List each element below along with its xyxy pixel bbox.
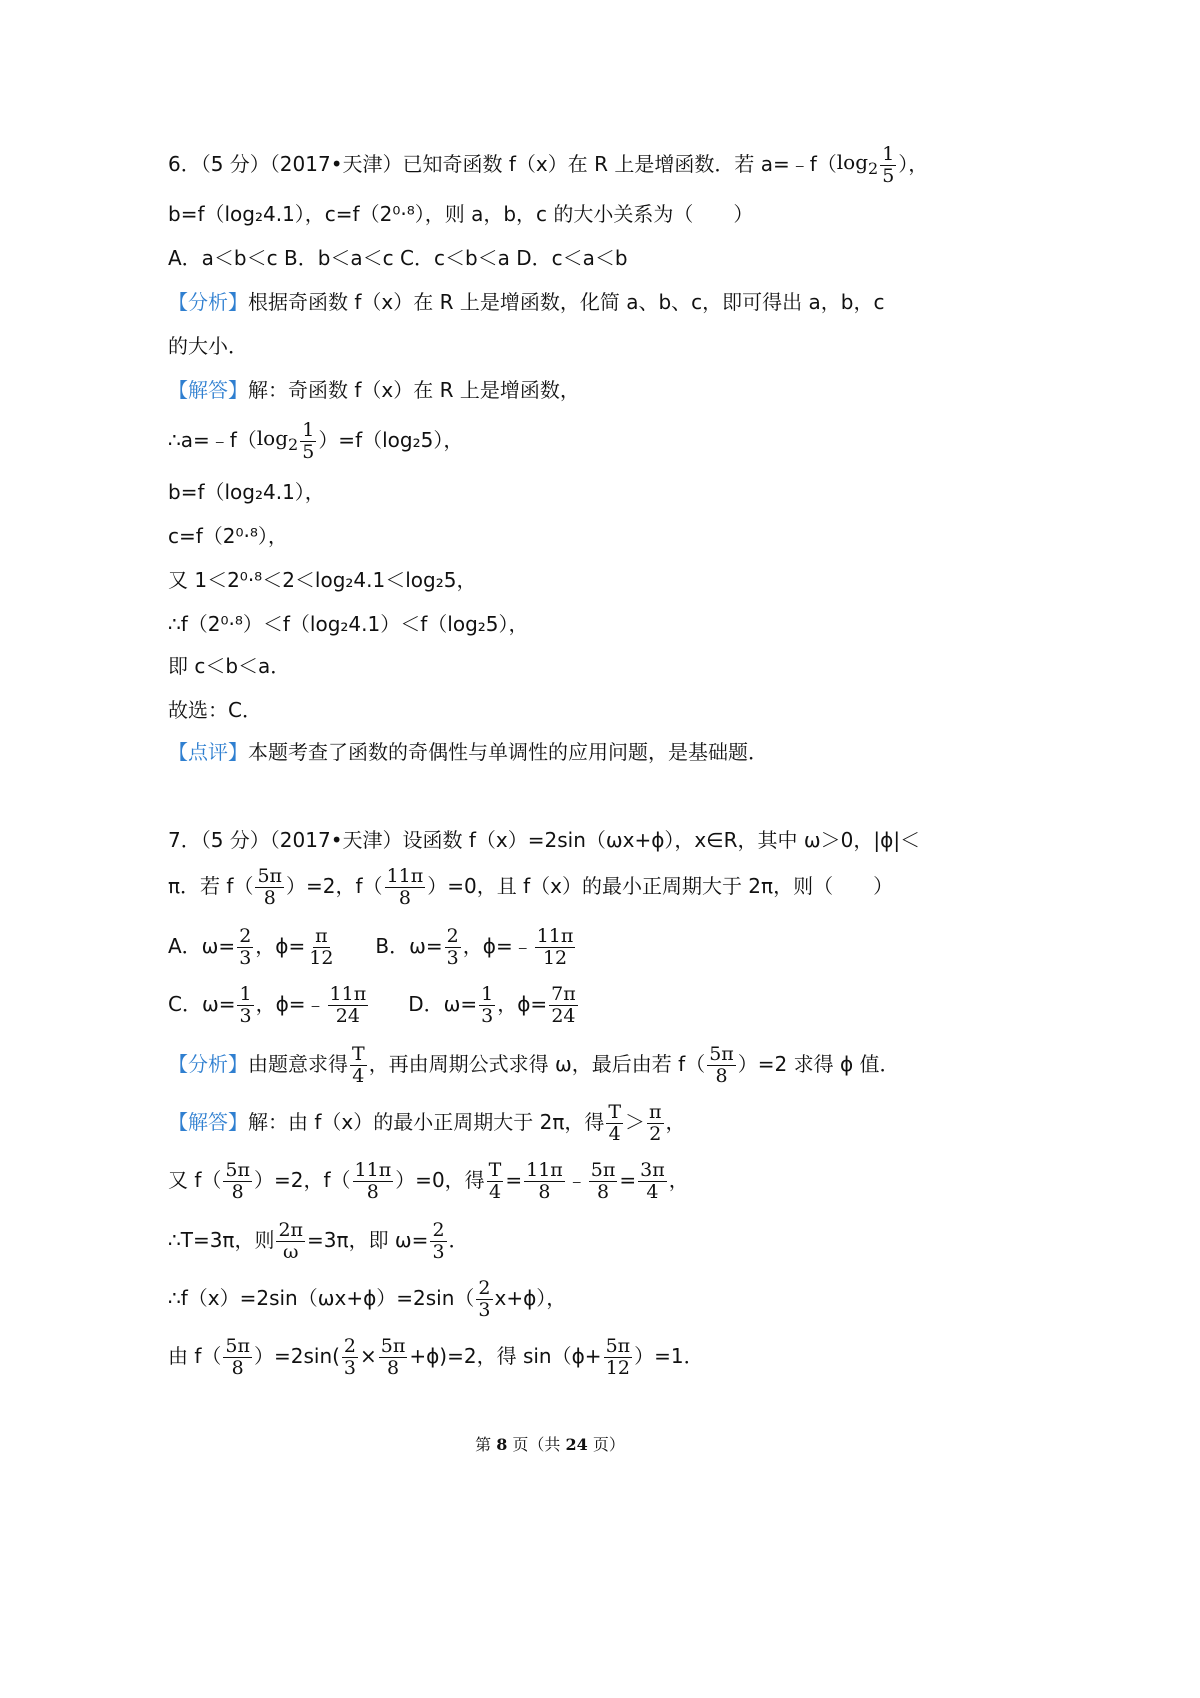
fraction: $\frac{11\pi}{8}$: [386, 865, 424, 909]
fraction: $\frac{5\pi}{8}$: [225, 1335, 250, 1379]
fraction: $\frac{11\pi}{24}$: [329, 983, 367, 1027]
q6-analysis-cont: 的大小．: [168, 334, 248, 358]
fraction: $\frac{2}{3}$: [446, 925, 459, 969]
fraction: $\frac{1}{5}$: [302, 419, 315, 463]
q7-stem-line2: π．若 f（ $\frac{5\pi}{8}$ ）=2，f（ $\frac{11\pi}{8}$ ）=0，且 f（x）的最小正周期大于 2π，则（ ）: [168, 865, 894, 909]
q6-answer-l1: 【解答】解：奇函数 f（x）在 R 上是增函数，: [168, 378, 580, 402]
q6-answer-l5: 又 1＜2⁰·⁸＜2＜log₂4.1＜log₂5，: [168, 568, 477, 592]
option-d: D．ω= $\frac{1}{3}$ ，ϕ= $\frac{7\pi}{24}$: [408, 983, 576, 1027]
fraction: $\frac{5\pi}{8}$: [225, 1159, 250, 1203]
fraction: $\frac{2}{3}$: [432, 1219, 445, 1263]
fraction: $\frac{11\pi}{12}$: [536, 925, 574, 969]
analysis-tag: 【分析】: [168, 290, 248, 314]
q6-analysis: 【分析】根据奇函数 f（x）在 R 上是增函数，化简 a、b、c，即可得出 a，b，c: [168, 290, 885, 314]
fraction: $\frac{2}{3}$: [239, 925, 252, 969]
fraction: $\frac{T}{4}$: [352, 1043, 365, 1087]
q7-answer-l2: 又 f（ $\frac{5\pi}{8}$ ）=2，f（ $\frac{11\pi}{8}$ ）=0，得 $\frac{T}{4}$ = $\frac{11\pi}{8}$ ﹣ $\frac{5\pi}{8}$ = $\frac{3\pi}{4}$ ，: [168, 1159, 689, 1203]
page-total: 24: [565, 1435, 588, 1454]
fraction: $\frac{1}{5}$: [882, 143, 895, 187]
q7-options-cd: [168, 984, 580, 1027]
option-b: B．ω= $\frac{2}{3}$ ，ϕ=﹣ $\frac{11\pi}{12}$: [375, 925, 574, 969]
q7-stem-line1: 7．（5 分）（2017•天津）设函数 f（x）=2sin（ωx+ϕ），x∈R，其中 ω＞0，|ϕ|＜: [168, 828, 921, 852]
answer-tag: 【解答】: [168, 378, 248, 402]
fraction: $\frac{5\pi}{8}$: [590, 1159, 616, 1203]
q6-stem-text: 6．（5 分）（2017•天津）已知奇函数 f（x）在 R 上是增函数．若 a=﹣f（: [168, 152, 837, 176]
fraction: $\frac{11\pi}{8}$: [354, 1159, 392, 1203]
q6-stem-line2: b=f（log₂4.1），c=f（2⁰·⁸），则 a，b，c 的大小关系为（ ）: [168, 202, 754, 226]
option-a: A．ω= $\frac{2}{3}$ ，ϕ= $\frac{\pi}{12}$: [168, 925, 334, 969]
fraction: $\frac{1}{3}$: [481, 983, 494, 1027]
fraction: $\frac{\pi}{12}$: [309, 925, 334, 969]
fraction: $\frac{T}{4}$: [488, 1159, 502, 1203]
fraction: $\frac{2}{3}$: [478, 1277, 491, 1321]
q6-answer-l4: c=f（2⁰·⁸），: [168, 524, 288, 548]
fraction: $\frac{5\pi}{8}$: [709, 1043, 734, 1087]
q7-answer-l3: ∴T=3π，则 $\frac{2\pi}{\omega}$ =3π，即 ω= $\frac{2}{3}$ ．: [168, 1219, 469, 1263]
fraction: $\frac{2}{3}$: [343, 1335, 357, 1379]
fraction: $\frac{3\pi}{4}$: [640, 1159, 665, 1203]
fraction: $\frac{11\pi}{8}$: [526, 1159, 563, 1203]
fraction: $\frac{T}{4}$: [608, 1101, 622, 1145]
q6-answer-l7: 即 c＜b＜a．: [168, 654, 291, 678]
comment-tag: 【点评】: [168, 740, 248, 764]
q7-options-ab: [168, 926, 577, 969]
fraction: $\frac{7\pi}{24}$: [551, 983, 576, 1027]
log-expression: $\log_2$: [836, 150, 879, 178]
analysis-tag: 【分析】: [168, 1052, 248, 1076]
page-footer: 第 8 页（共 24 页）: [475, 1435, 625, 1454]
q6-stem-line1: 6．（5 分）（2017•天津）已知奇函数 f（x）在 R 上是增函数．若 $a=﹣f(\log_2$ $\frac{1}{5}$ ），: [168, 143, 929, 187]
page-number: 8: [496, 1435, 508, 1454]
q6-answer-l3: b=f（log₂4.1），: [168, 480, 325, 504]
q7-answer-l4: ∴f（x）=2sin（ωx+ϕ）=2sin（ $\frac{2}{3}$ x+ϕ），: [168, 1277, 567, 1321]
q7-answer-l1: 【解答】解：由 f（x）的最小正周期大于 2π，得 $\frac{T}{4}$ ＞ $\frac{\pi}{2}$ ，: [168, 1101, 686, 1145]
fraction: $\frac{2\pi}{\omega}$: [278, 1219, 304, 1263]
q6-options: A．a＜b＜c B．b＜a＜c C．c＜b＜a D．c＜a＜b: [168, 246, 628, 270]
answer-tag: 【解答】: [168, 1110, 248, 1134]
q6-comment: 【点评】本题考查了函数的奇偶性与单调性的应用问题，是基础题．: [168, 740, 768, 764]
fraction: $\frac{5\pi}{8}$: [257, 865, 283, 909]
q6-answer-l2: $\therefore a=﹣f(\log_2$ $\frac{1}{5}$ ）=f（log₂5），: [168, 419, 464, 463]
fraction: $\frac{1}{3}$: [239, 983, 252, 1027]
fraction: $\frac{\pi}{2}$: [649, 1101, 662, 1145]
q7-answer-l5: 由 f（ $\frac{5\pi}{8}$ ）=2sin( $\frac{2}{3}$ × $\frac{5\pi}{8}$ +ϕ)=2，得 sin（ϕ+ $\frac{5\pi}{12}$ ）=1．: [168, 1335, 704, 1379]
q7-analysis: 【分析】由题意求得 $\frac{T}{4}$ ，再由周期公式求得 ω，最后由若 f（ $\frac{5\pi}{8}$ ）=2 求得 ϕ 值．: [168, 1043, 900, 1087]
option-c: C．ω= $\frac{1}{3}$ ，ϕ=﹣ $\frac{11\pi}{24}$: [168, 983, 367, 1027]
log-expression: $\log_2$: [256, 426, 299, 454]
q6-answer-l8: 故选：C．: [168, 698, 262, 722]
q6-answer-l6: ∴f（2⁰·⁸）＜f（log₂4.1）＜f（log₂5），: [168, 612, 529, 636]
fraction: $\frac{5\pi}{12}$: [605, 1335, 631, 1379]
fraction: $\frac{5\pi}{8}$: [380, 1335, 406, 1379]
